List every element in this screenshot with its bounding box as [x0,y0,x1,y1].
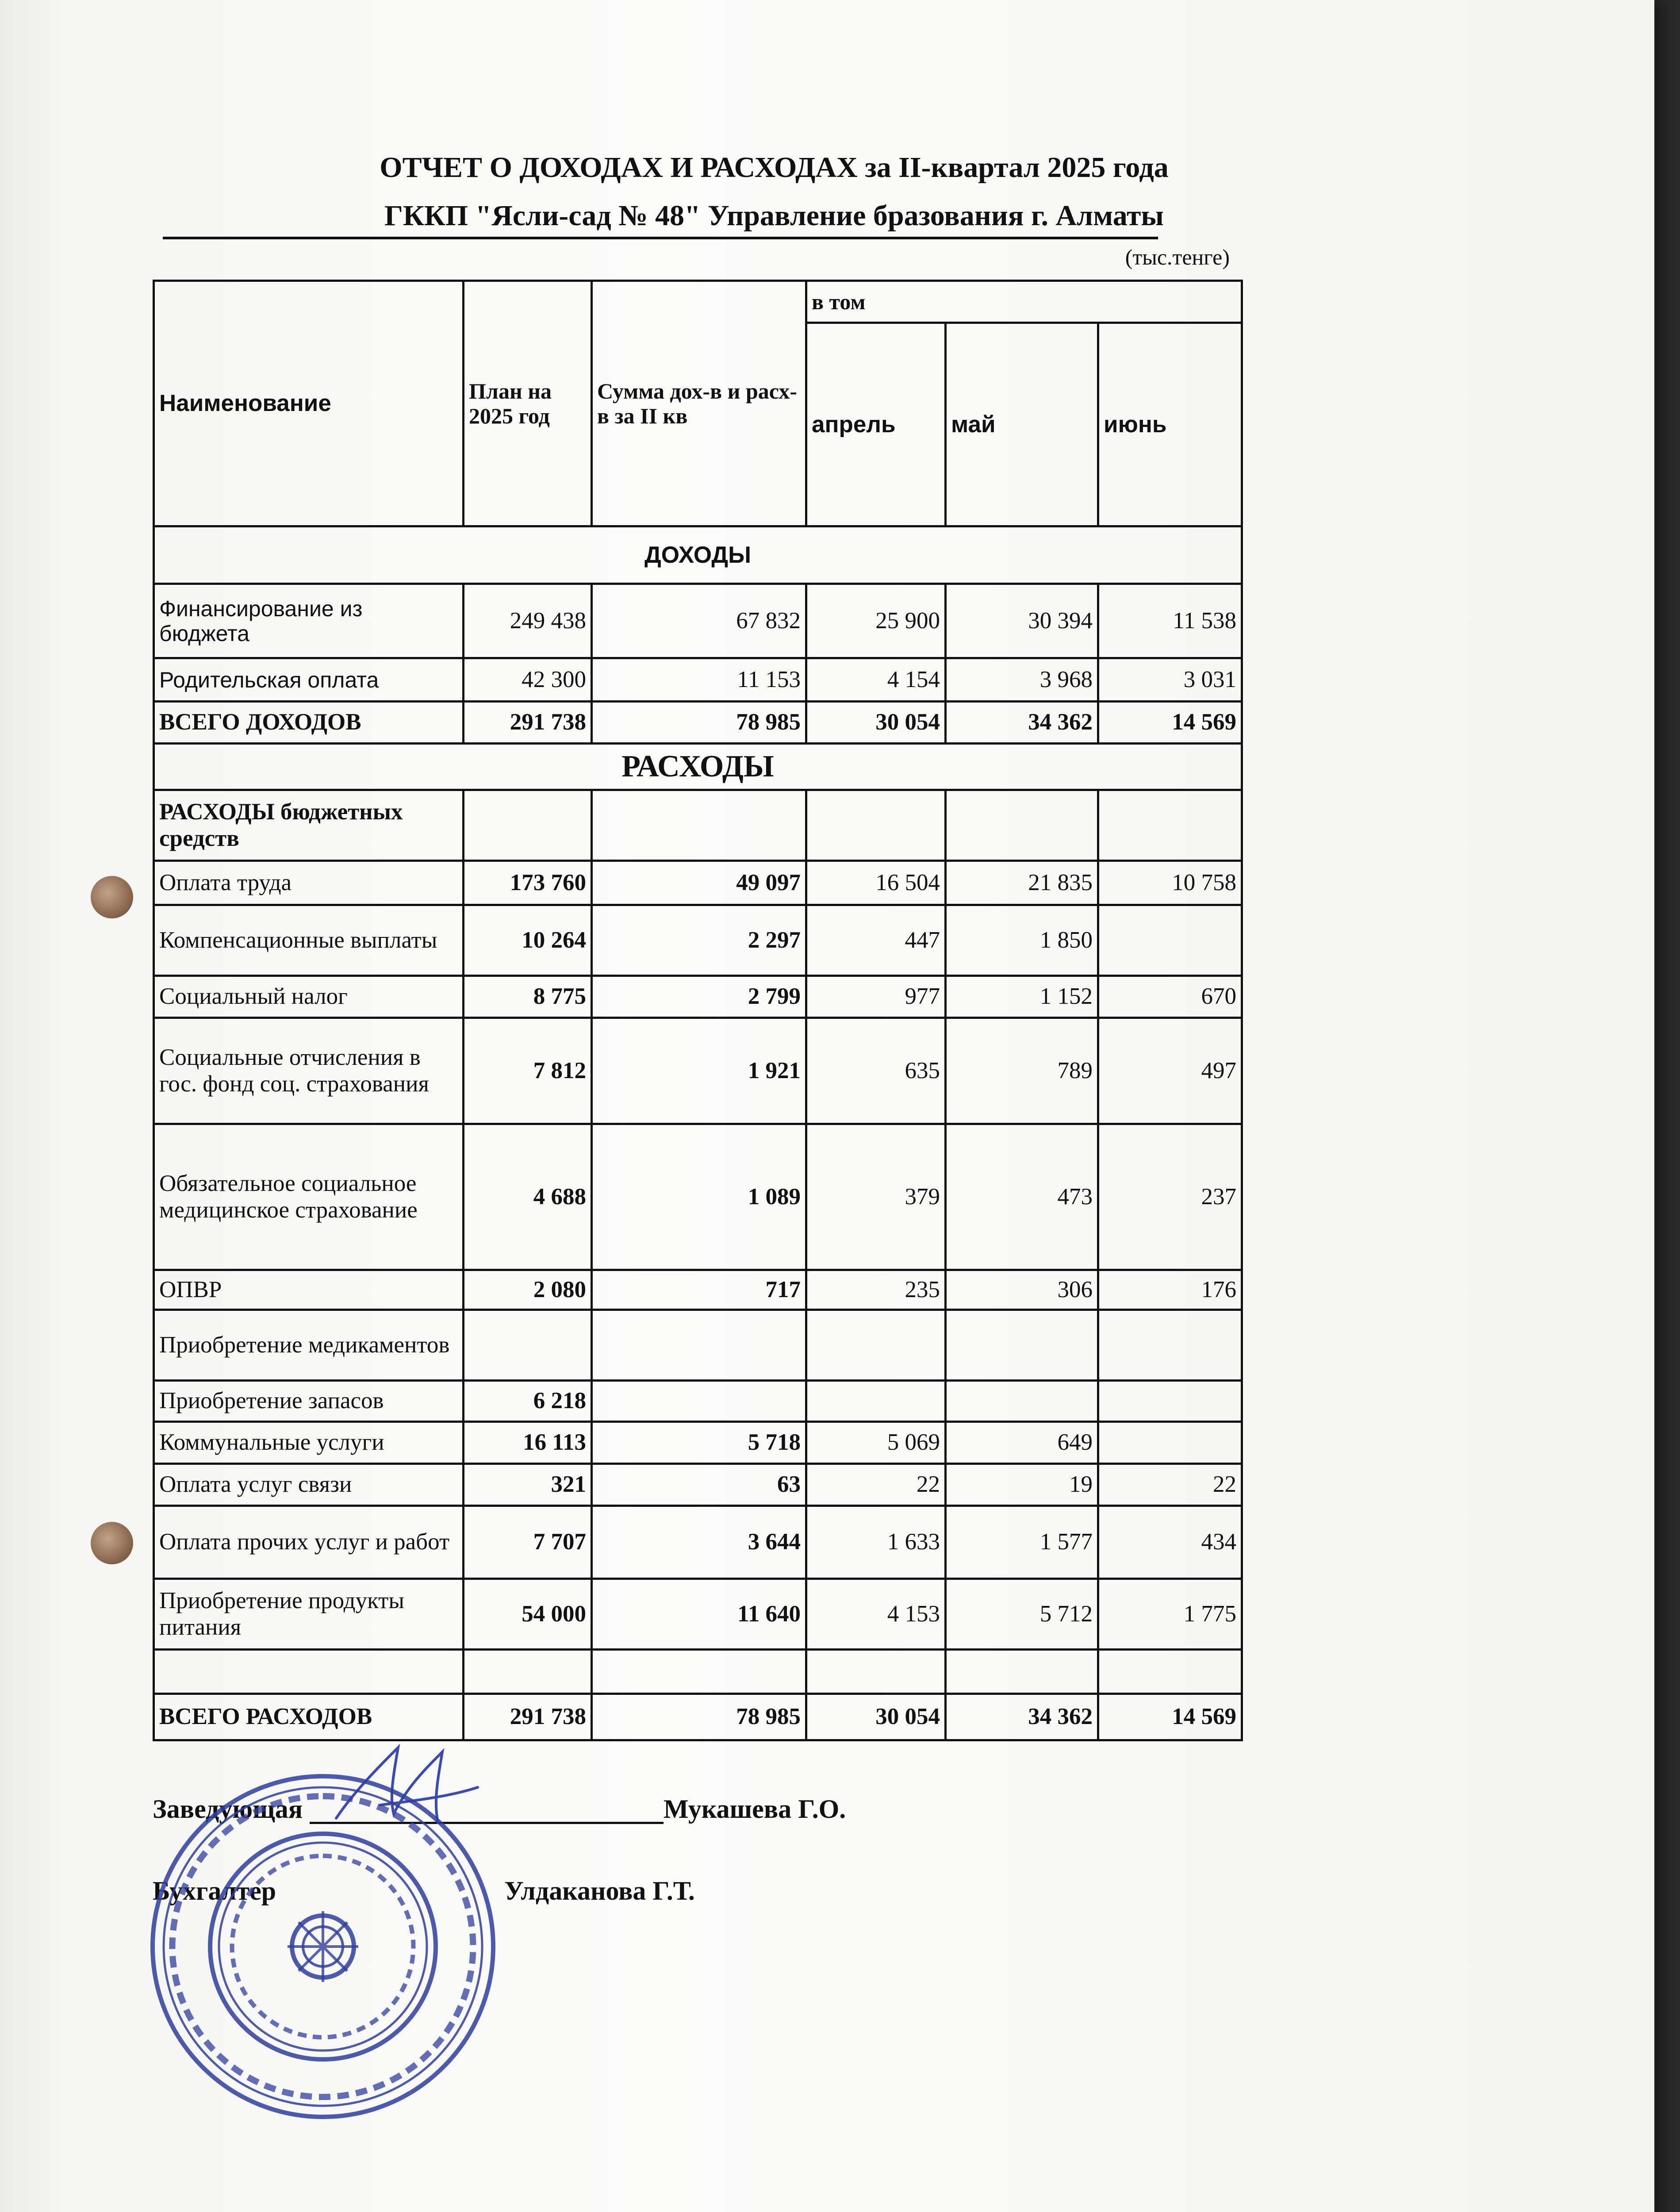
row-may: 1 850 [946,905,1098,976]
row-april: 4 154 [806,658,946,702]
expense-section-title: РАСХОДЫ [154,744,1242,790]
row-may [946,1381,1098,1422]
row-quarter-sum: 3 644 [592,1506,806,1579]
income-section-title: ДОХОДЫ [154,526,1242,584]
head-name: Мукашева Г.О. [664,1794,846,1824]
row-plan: 42 300 [464,658,592,702]
row-june: 670 [1098,976,1242,1018]
empty-cell [154,1650,464,1694]
row-may: 19 [946,1464,1098,1506]
header-may: май [946,323,1098,526]
row-april [806,1310,946,1381]
row-name: Обязательное социальное медицинское страхование [154,1124,464,1270]
header-row-1 [154,281,1242,323]
budget-expenses-label: РАСХОДЫ бюджетных средств [154,790,464,861]
row-june: 434 [1098,1506,1242,1579]
empty-cell [1098,1650,1242,1694]
row-may: 34 362 [946,702,1098,744]
row-april: 22 [806,1464,946,1506]
header-plan: План на 2025 год [464,281,592,526]
empty-cell [946,1650,1098,1694]
table-row [154,1579,1242,1650]
header-april: апрель [806,323,946,526]
row-quarter-sum: 78 985 [592,702,806,744]
row-april: 16 504 [806,861,946,905]
row-plan [464,1310,592,1381]
row-june: 14 569 [1098,702,1242,744]
row-quarter-sum: 2 799 [592,976,806,1018]
row-name: Оплата прочих услуг и работ [154,1506,464,1579]
row-plan: 291 738 [464,702,592,744]
expense-section-row [154,744,1242,790]
budget-expenses-row [154,790,1242,861]
row-name: Компенсационные выплаты [154,905,464,976]
row-quarter-sum: 5 718 [592,1422,806,1464]
row-june: 176 [1098,1270,1242,1310]
empty-cell [464,1650,592,1694]
row-quarter-sum: 78 985 [592,1694,806,1740]
row-quarter-sum: 11 640 [592,1579,806,1650]
row-quarter-sum: 67 832 [592,584,806,658]
row-name: Оплата услуг связи [154,1464,464,1506]
report-title: ОТЧЕТ О ДОХОДАХ И РАСХОДАХ за II-квартал 2025 года [380,151,1169,184]
unit-label: (тыс.тенге) [1125,245,1230,269]
table-row [154,1506,1242,1579]
row-name: Родительская оплата [154,658,464,702]
row-may: 21 835 [946,861,1098,905]
row-plan: 16 113 [464,1422,592,1464]
row-name: Приобретение медикаментов [154,1310,464,1381]
table-row [154,905,1242,976]
row-plan: 7 707 [464,1506,592,1579]
row-name: Оплата труда [154,861,464,905]
row-may: 1 152 [946,976,1098,1018]
row-plan: 2 080 [464,1270,592,1310]
table-row [154,861,1242,905]
row-may: 34 362 [946,1694,1098,1740]
row-april: 30 054 [806,702,946,744]
row-june: 497 [1098,1018,1242,1124]
row-april [806,1381,946,1422]
table-row [154,1464,1242,1506]
row-quarter-sum: 11 153 [592,658,806,702]
income-expense-table [153,280,1243,1741]
row-april: 379 [806,1124,946,1270]
empty-cell [592,1650,806,1694]
row-quarter-sum [592,1381,806,1422]
row-name: Социальные отчисления в гос. фонд соц. страхования [154,1018,464,1124]
expense-total-row [154,1694,1242,1740]
row-plan: 7 812 [464,1018,592,1124]
empty-cell [464,790,592,861]
table-row [154,1270,1242,1310]
row-june [1098,1422,1242,1464]
table-row [154,584,1242,658]
row-june: 237 [1098,1124,1242,1270]
header-group: в том [806,281,1242,323]
table-row [154,1381,1242,1422]
income-total-row [154,702,1242,744]
row-name: Финансирование из бюджета [154,584,464,658]
row-quarter-sum: 2 297 [592,905,806,976]
table-row [154,1310,1242,1381]
punch-hole-top [91,876,133,918]
empty-cell [946,790,1098,861]
table-row [154,1018,1242,1124]
row-april: 447 [806,905,946,976]
header-name: Наименование [154,281,464,526]
row-may: 30 394 [946,584,1098,658]
row-name: Социальный налог [154,976,464,1018]
row-april: 977 [806,976,946,1018]
row-plan: 10 264 [464,905,592,976]
row-plan: 6 218 [464,1381,592,1422]
empty-cell [806,790,946,861]
official-stamp [146,1770,500,2124]
row-quarter-sum [592,1310,806,1381]
table-row [154,1124,1242,1270]
row-june: 14 569 [1098,1694,1242,1740]
row-may: 306 [946,1270,1098,1310]
row-june [1098,905,1242,976]
income-section-row [154,526,1242,584]
row-may: 5 712 [946,1579,1098,1650]
row-name: Приобретение продукты питания [154,1579,464,1650]
row-may [946,1310,1098,1381]
row-may: 649 [946,1422,1098,1464]
empty-cell [592,790,806,861]
table-row [154,1422,1242,1464]
row-april: 5 069 [806,1422,946,1464]
row-april: 635 [806,1018,946,1124]
row-june: 1 775 [1098,1579,1242,1650]
accountant-title: Бухгалтер [153,1876,276,1905]
table-row [154,658,1242,702]
row-name: Приобретение запасов [154,1381,464,1422]
row-quarter-sum: 1 089 [592,1124,806,1270]
header-june: июнь [1098,323,1242,526]
row-june: 22 [1098,1464,1242,1506]
row-name: ВСЕГО РАСХОДОВ [154,1694,464,1740]
row-june: 11 538 [1098,584,1242,658]
row-june [1098,1310,1242,1381]
row-april: 30 054 [806,1694,946,1740]
head-title: Заведующая [153,1794,303,1824]
row-quarter-sum: 1 921 [592,1018,806,1124]
row-june: 10 758 [1098,861,1242,905]
row-may: 3 968 [946,658,1098,702]
row-name: ОПВР [154,1270,464,1310]
row-plan: 291 738 [464,1694,592,1740]
row-june [1098,1381,1242,1422]
row-april: 25 900 [806,584,946,658]
row-plan: 8 775 [464,976,592,1018]
empty-cell [1098,790,1242,861]
empty-cell [806,1650,946,1694]
row-quarter-sum: 717 [592,1270,806,1310]
row-quarter-sum: 63 [592,1464,806,1506]
row-april: 235 [806,1270,946,1310]
row-name: Коммунальные услуги [154,1422,464,1464]
row-name: ВСЕГО ДОХОДОВ [154,702,464,744]
row-plan: 54 000 [464,1579,592,1650]
row-april: 4 153 [806,1579,946,1650]
row-may: 473 [946,1124,1098,1270]
table-row [154,976,1242,1018]
row-plan: 173 760 [464,861,592,905]
row-june: 3 031 [1098,658,1242,702]
row-plan: 249 438 [464,584,592,658]
title-underline [163,237,1158,239]
punch-hole-bottom [91,1522,133,1564]
row-april: 1 633 [806,1506,946,1579]
organization-title: ГККП "Ясли-сад № 48" Управление бразования г. Алматы [384,200,1164,232]
header-quarter-sum: Сумма дох-в и расх-в за II кв [592,281,806,526]
row-quarter-sum: 49 097 [592,861,806,905]
row-plan: 321 [464,1464,592,1506]
empty-row [154,1650,1242,1694]
row-plan: 4 688 [464,1124,592,1270]
row-may: 1 577 [946,1506,1098,1579]
row-may: 789 [946,1018,1098,1124]
accountant-name: Улдаканова Г.Т. [504,1876,695,1905]
